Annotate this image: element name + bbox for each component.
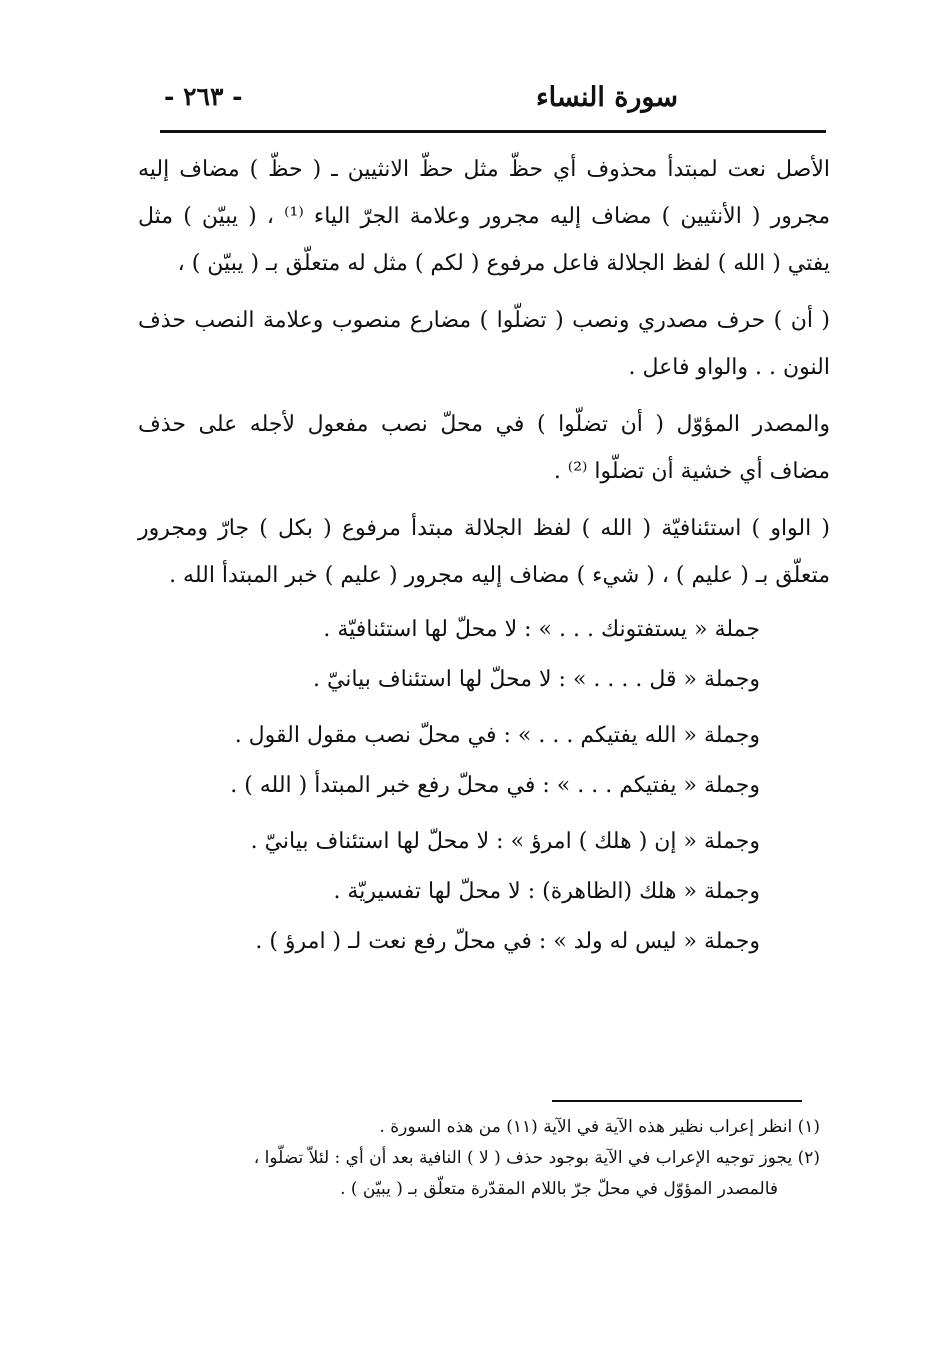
sentence-list <box>138 817 830 967</box>
sentence-line: وجملة « الله يفتيكم . . . » : في محلّ نصب مقول القول . <box>234 723 760 748</box>
page-header <box>160 80 826 124</box>
sentence-line: وجملة « قل . . . . » : لا محلّ لها استئناف بيانيّ . <box>312 667 760 692</box>
sentence-list <box>138 605 830 705</box>
footnotes <box>150 1112 820 1205</box>
sentence-line: وجملة « يفتيكم . . . » : في محلّ رفع خبر المبتدأ ( الله ) . <box>230 773 760 798</box>
paragraph-1: الأصل نعت لمبتدأ محذوف أي حظّ مثل حظّ الانثيين ـ ( حظّ ) مضاف إليه مجرور ( الأنثيين ) مضاف إليه مجرور وعلامة الجرّ الياء ⁽¹⁾ ، ( يبيّن ) مثل يفتي ( الله ) لفظ الجلالة فاعل مرفوع ( لكم ) مثل له متعلّق بـ ( يبيّن ) ، <box>138 157 830 276</box>
footnote-divider <box>552 1100 802 1102</box>
page-body <box>138 146 830 967</box>
page-title: سورة النساء <box>535 82 678 113</box>
sentence-list <box>138 711 830 811</box>
paragraph-3: والمصدر المؤوّل ( أن تضلّوا ) في محلّ نصب مفعول لأجله على حذف مضاف أي خشية أن تضلّوا ⁽²⁾ . <box>138 412 830 484</box>
footnote-2: (٢) يجوز توجيه الإعراب في الآية بوجود حذف ( لا ) النافية بعد أن أي : لئلاّ تضلّوا ، <box>253 1148 820 1168</box>
sentence-line: جملة « يستفتونك . . . » : لا محلّ لها استئنافيّة . <box>323 617 760 642</box>
paragraph-2: ( أن ) حرف مصدري ونصب ( تضلّوا ) مضارع منصوب وعلامة النصب حذف النون . . والواو فاعل . <box>138 308 830 380</box>
sentence-line: وجملة « إن ( هلك ) امرؤ » : لا محلّ لها استئناف بيانيّ . <box>250 829 760 854</box>
footnote-2-continuation: فالمصدر المؤوّل في محلّ جرّ باللام المقدّرة متعلّق بـ ( يبيّن ) . <box>340 1179 778 1199</box>
footnote-1: (١) انظر إعراب نظير هذه الآية في الآية (١١) من هذه السورة . <box>379 1117 820 1137</box>
sentence-line: وجملة « ليس له ولد » : في محلّ رفع نعت لـ ( امرؤ ) . <box>255 929 760 954</box>
page-number: - ٢٦٣ - <box>164 82 243 111</box>
header-divider <box>160 130 826 133</box>
sentence-line: وجملة « هلك (الظاهرة) : لا محلّ لها تفسيريّة . <box>333 879 760 904</box>
paragraph-4: ( الواو ) استئنافيّة ( الله ) لفظ الجلالة مبتدأ مرفوع ( بكل ) جارّ ومجرور متعلّق بـ ( عليم ) ، ( شيء ) مضاف إليه مجرور ( عليم ) خبر المبتدأ الله . <box>138 516 830 588</box>
